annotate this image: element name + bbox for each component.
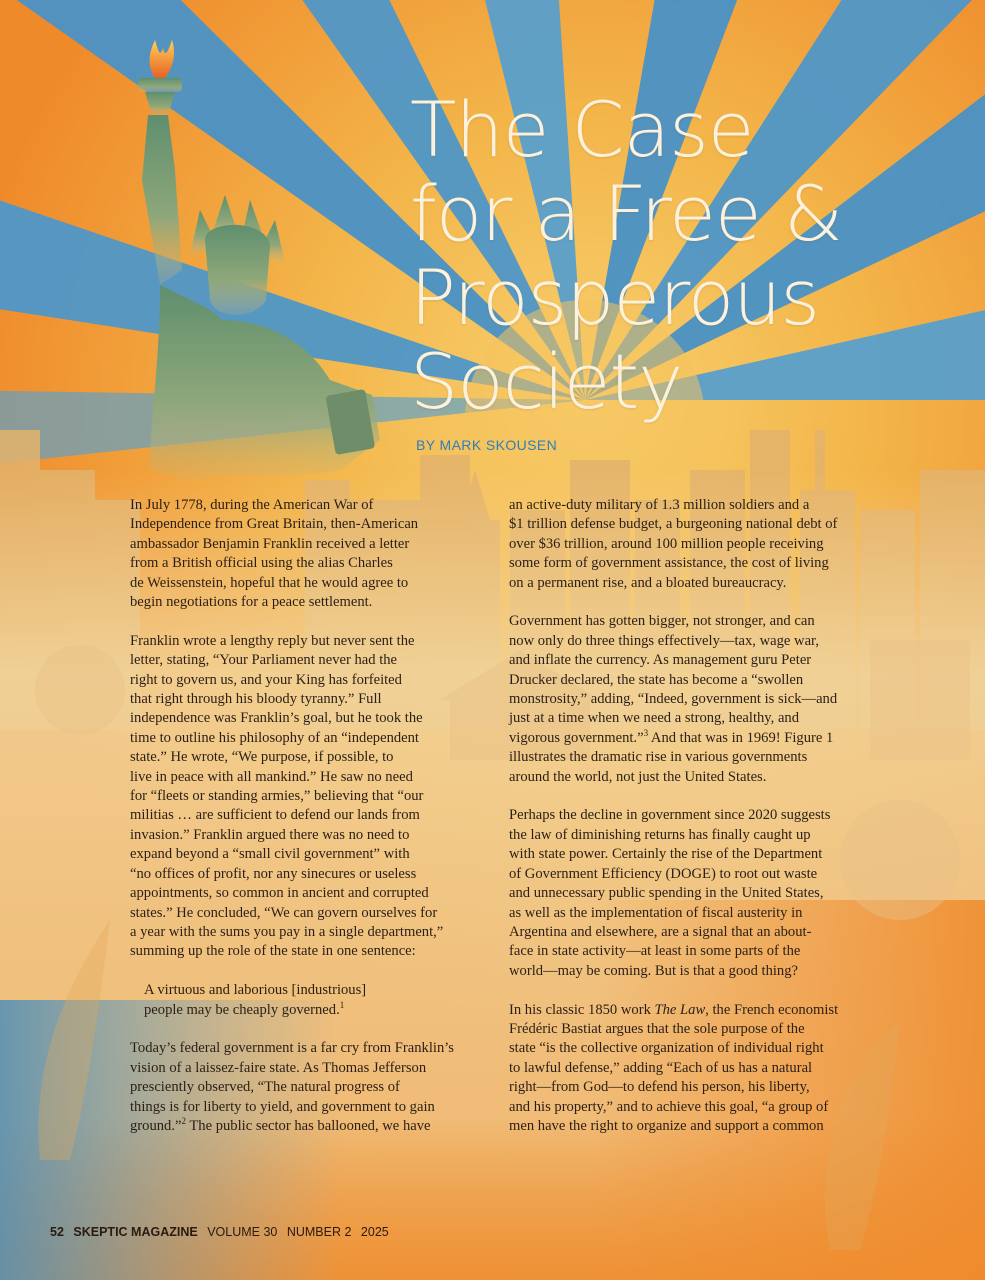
page-footer bbox=[50, 1225, 395, 1239]
text-line: now only do three things effectively—tax, wage war, bbox=[509, 632, 819, 649]
text-line: Frédéric Bastiat argues that the sole purpose of the bbox=[509, 1020, 805, 1037]
footer-year: 2025 bbox=[360, 1225, 389, 1239]
text-line: ground.”$^2$ The public sector has ballooned, we have bbox=[130, 1116, 431, 1134]
text-line: Argentina and elsewhere, are a signal that an about- bbox=[509, 923, 812, 940]
text-line: some form of government assistance, the cost of living bbox=[509, 555, 829, 572]
text-line: letter, stating, “Your Parliament never had the bbox=[130, 652, 398, 669]
text-line: In his classic 1850 work The Law, the French economist bbox=[509, 1001, 839, 1018]
text-line: as well as the implementation of fiscal austerity in bbox=[509, 904, 803, 921]
text-line: appointments, so common in ancient and corrupted bbox=[130, 885, 429, 902]
footer-magazine-name: SKEPTIC MAGAZINE bbox=[73, 1225, 198, 1239]
text-line: over $36 trillion, around 100 million people receiving bbox=[509, 535, 824, 552]
text-line: vision of a laissez-faire state. As Thomas Jefferson bbox=[130, 1059, 427, 1076]
article-title-line-4: Society bbox=[410, 337, 683, 426]
text-line: for “fleets or standing armies,” believing that “our bbox=[130, 788, 424, 805]
text-line: Perhaps the decline in government since 2020 suggests bbox=[509, 807, 831, 824]
text-line: face in state activity—at least in some parts of the bbox=[509, 943, 801, 960]
text-line: Independence from Great Britain, then-American bbox=[130, 516, 419, 533]
text-line: vigorous government.”$^3$ And that was in 1969! Figure 1 bbox=[509, 728, 834, 746]
body-paragraph bbox=[130, 632, 476, 962]
text-line: Franklin wrote a lengthy reply but never sent the bbox=[130, 632, 415, 649]
text-line: the law of diminishing returns has finally caught up bbox=[509, 826, 811, 843]
footnote-marker: 3 bbox=[643, 728, 649, 738]
book-title: The Law bbox=[654, 1001, 706, 1018]
text-line: just at a time when we need a strong, healthy, and bbox=[509, 710, 800, 727]
text-line: with state power. Certainly the rise of the Department bbox=[509, 846, 823, 863]
body-paragraph bbox=[130, 496, 476, 612]
text-line: live in peace with all mankind.” He saw no need bbox=[130, 768, 413, 785]
text-line: invasion.” Franklin argued there was no need to bbox=[130, 826, 410, 843]
article-byline: BY MARK SKOUSEN bbox=[416, 437, 558, 453]
text-line: de Weissenstein, hopeful that he would agree to bbox=[130, 574, 409, 591]
text-line: presciently observed, “The natural progress of bbox=[130, 1079, 400, 1096]
footer-page-number: 52 bbox=[50, 1225, 64, 1239]
text-line: world—may be coming. But is that a good thing? bbox=[509, 962, 798, 979]
text-line: and unnecessary public spending in the United States, bbox=[509, 885, 824, 902]
text-line: around the world, not just the United States. bbox=[509, 768, 767, 785]
text-line: In July 1778, during the American War of bbox=[130, 497, 374, 513]
text-line: states.” He concluded, “We can govern ourselves for bbox=[130, 904, 438, 921]
body-paragraph bbox=[509, 612, 869, 787]
text-line: “no offices of profit, nor any sinecures or useless bbox=[130, 865, 417, 882]
text-line: A virtuous and laborious [industrious] bbox=[144, 982, 367, 999]
text-line: independence was Franklin’s goal, but he took the bbox=[130, 710, 423, 727]
text-line: from a British official using the alias Charles bbox=[130, 555, 393, 572]
text-line: an active-duty military of 1.3 million soldiers and a bbox=[509, 497, 810, 513]
article-title-line-3: Prosperous bbox=[410, 253, 820, 342]
text-line: a year with the sums you pay in a single department,” bbox=[130, 923, 444, 940]
block-quote bbox=[144, 981, 476, 1020]
text-line: state.” He wrote, “We purpose, if possible, to bbox=[130, 749, 394, 766]
text-line: time to outline his philosophy of an “independent bbox=[130, 729, 419, 746]
text-line: people may be cheaply governed.$^1$ bbox=[144, 999, 345, 1018]
footer-issue-number: NUMBER 2 bbox=[286, 1225, 352, 1239]
body-paragraph bbox=[509, 806, 869, 981]
text-line: summing up the role of the state in one sentence: bbox=[130, 943, 416, 960]
text-line: $1 trillion defense budget, a burgeoning national debt of bbox=[509, 516, 838, 533]
text-line: Drucker declared, the state has become a “swollen bbox=[509, 671, 804, 688]
text-line: right to govern us, and your King has forfeited bbox=[130, 671, 402, 688]
text-line: and his property,” and to achieve this goal, “a group of bbox=[509, 1098, 829, 1115]
text-line: ambassador Benjamin Franklin received a letter bbox=[130, 535, 410, 552]
text-line: on a permanent rise, and a bloated bureaucracy. bbox=[509, 574, 787, 591]
body-column-left bbox=[130, 496, 476, 1156]
article-title-line-1: The Case bbox=[410, 85, 754, 174]
text-line: Today’s federal government is a far cry from Franklin’s bbox=[130, 1040, 454, 1057]
text-line: to lawful defense,” adding “Each of us has a natural bbox=[509, 1059, 813, 1076]
body-column-right bbox=[509, 496, 869, 1156]
text-line: state “is the collective organization of individual right bbox=[509, 1040, 824, 1057]
body-paragraph bbox=[509, 1001, 869, 1137]
text-line: illustrates the dramatic rise in various governments bbox=[509, 749, 808, 766]
footnote-marker: 2 bbox=[181, 1116, 186, 1127]
text-line: monstrosity,” adding, “Indeed, government is sick—and bbox=[509, 691, 838, 708]
footnote-marker: 1 bbox=[339, 999, 345, 1010]
text-line: of Government Efficiency (DOGE) to root out waste bbox=[509, 865, 818, 882]
article-title-line-2: for a Free & bbox=[410, 169, 843, 258]
text-line: right—from God—to defend his person, his liberty, bbox=[509, 1079, 810, 1096]
text-line: begin negotiations for a peace settlement. bbox=[130, 594, 373, 611]
body-paragraph bbox=[130, 1039, 476, 1136]
text-line: and inflate the currency. As management guru Peter bbox=[509, 652, 812, 669]
text-line: things is for liberty to yield, and government to gain bbox=[130, 1098, 435, 1115]
text-line: expand beyond a “small civil government” with bbox=[130, 846, 410, 863]
text-line: that right through his bloody tyranny.” Full bbox=[130, 691, 382, 708]
text-line: men have the right to organize and support a common bbox=[509, 1117, 824, 1134]
text-line: militias … are sufficient to defend our lands from bbox=[130, 807, 420, 824]
footer-volume: VOLUME 30 bbox=[207, 1225, 278, 1239]
body-paragraph bbox=[509, 496, 869, 593]
text-line: Government has gotten bigger, not stronger, and can bbox=[509, 613, 815, 630]
